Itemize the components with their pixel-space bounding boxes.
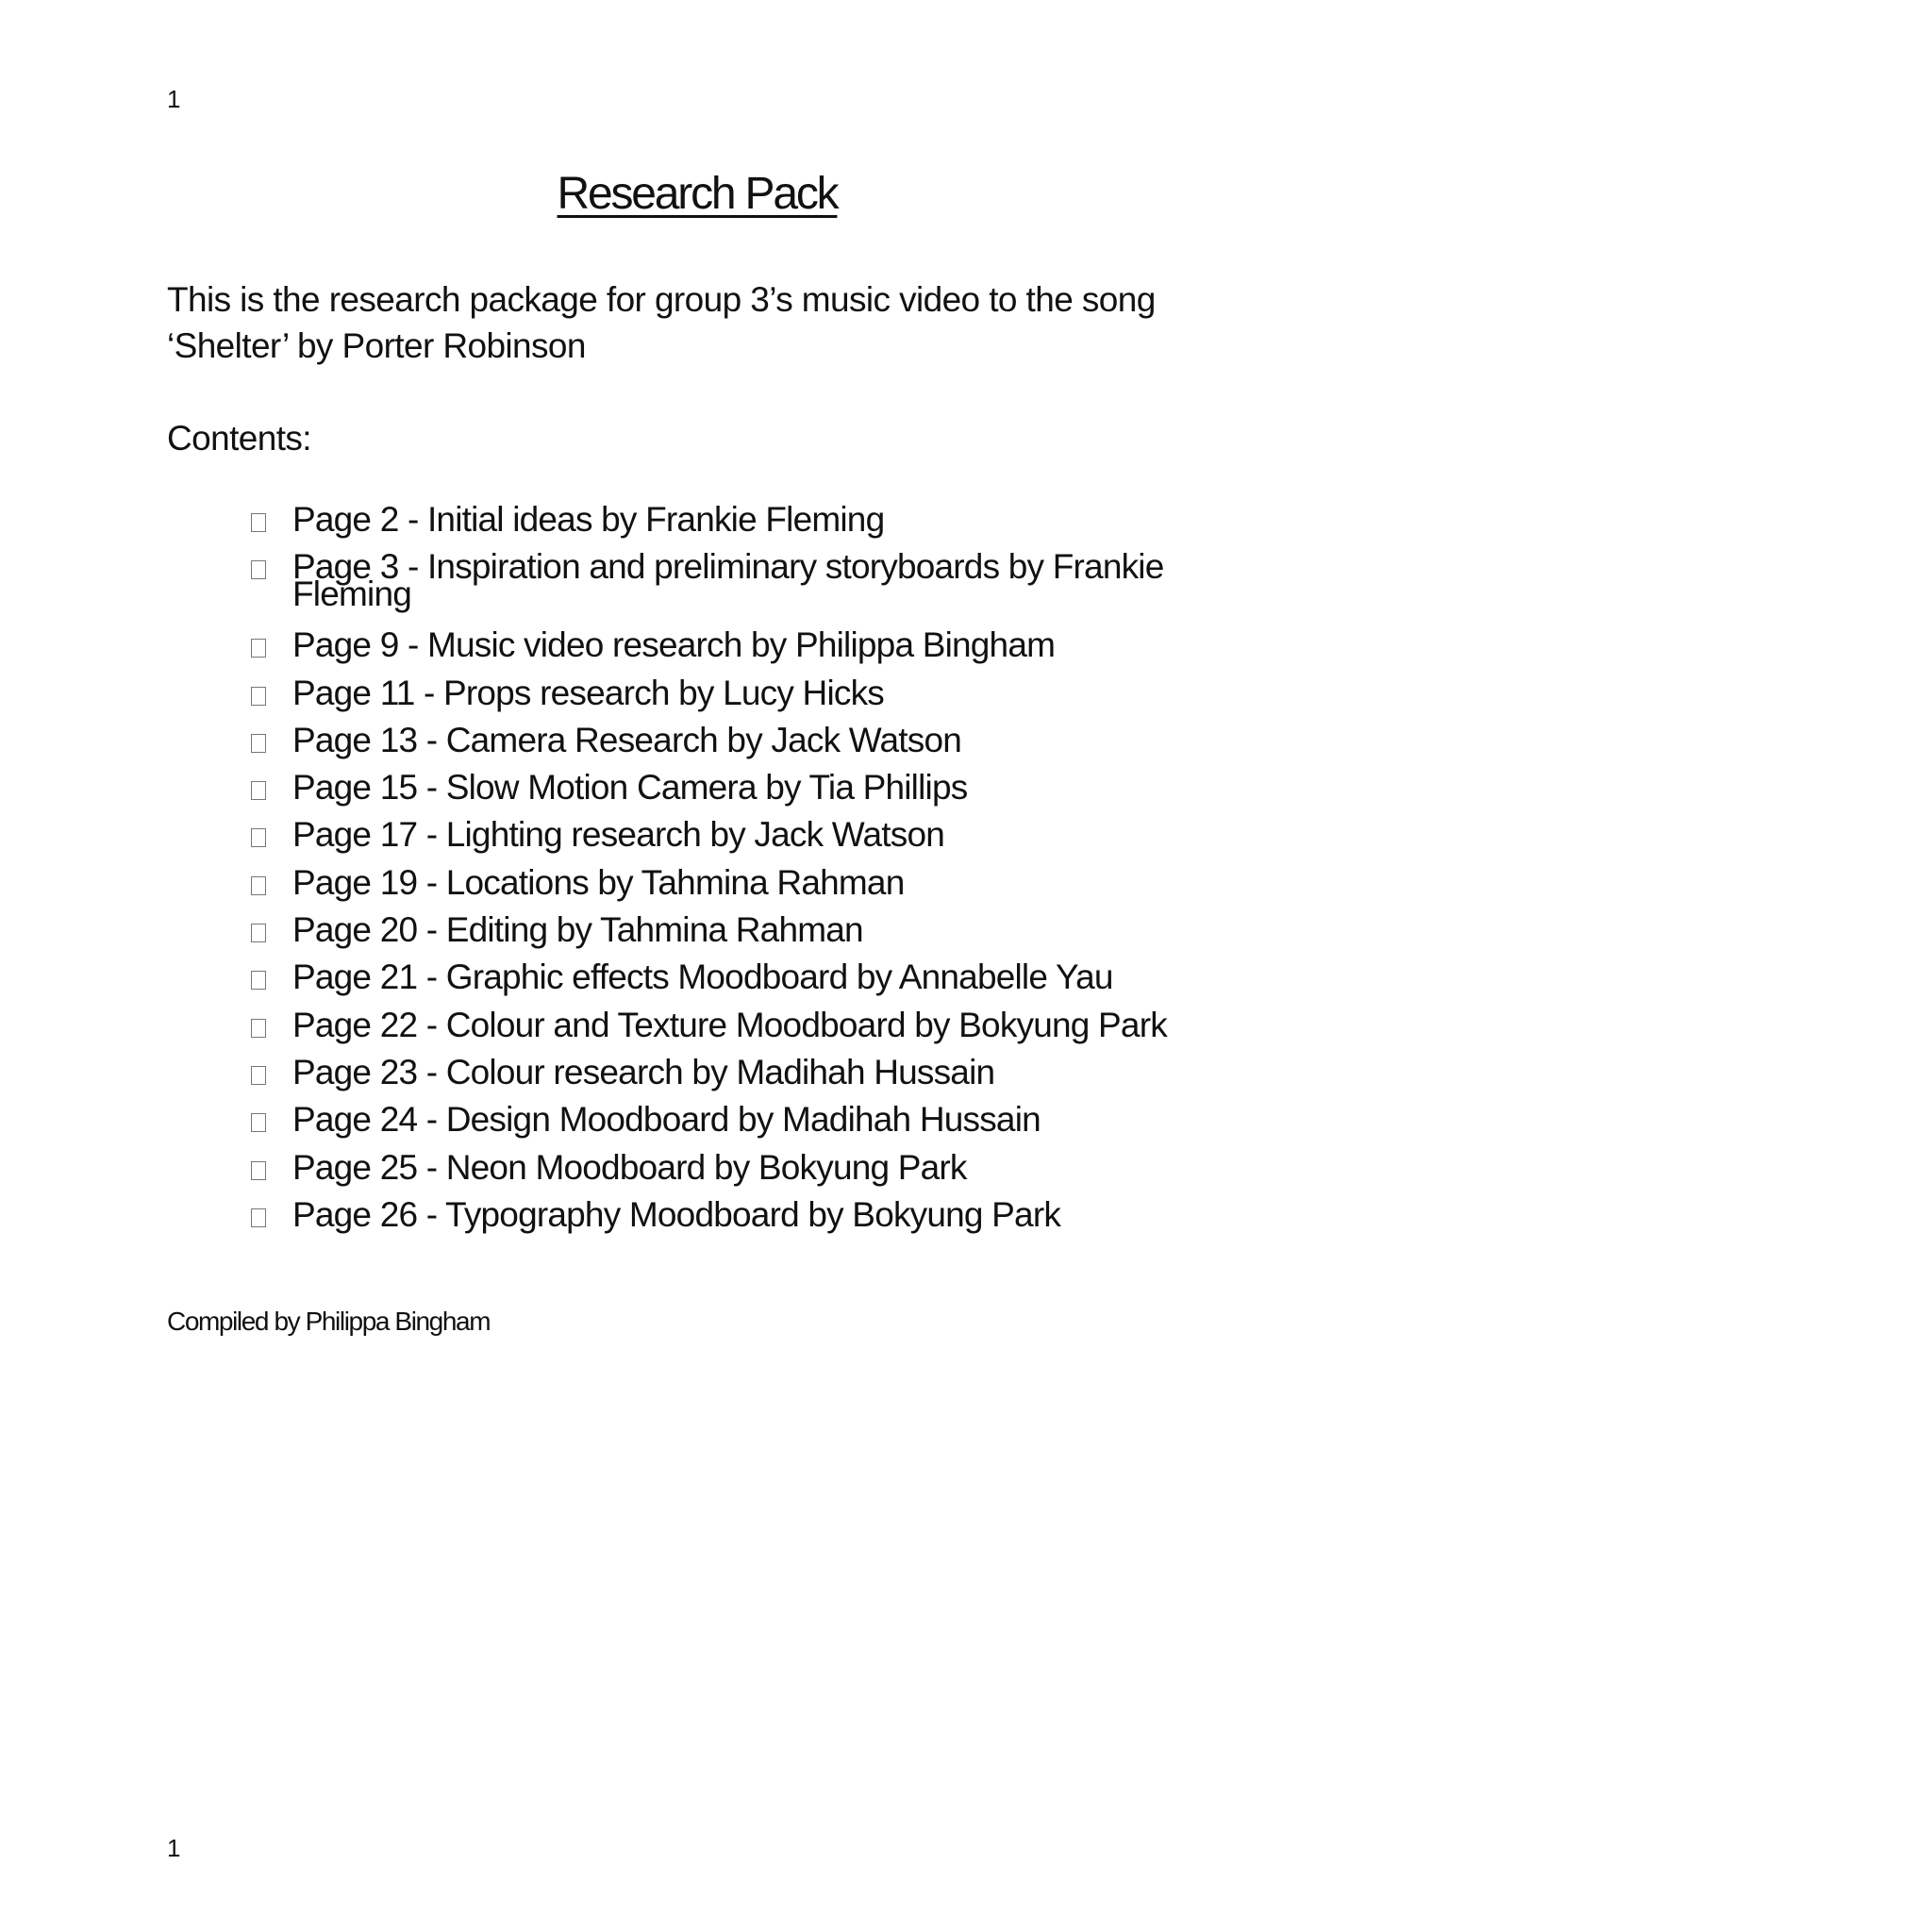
contents-item (247, 1052, 1238, 1091)
contents-item (247, 673, 1238, 712)
page-number-top: 1 (167, 85, 181, 113)
contents-item (247, 500, 1238, 539)
contents-item-text: Page 3 - Inspiration and preliminary storyboards by Frankie Fleming (292, 547, 1164, 614)
contents-item (247, 547, 1238, 614)
contents-item-text: Page 25 - Neon Moodboard by Bokyung Park (292, 1147, 967, 1187)
checkbox-bullet-icon (251, 781, 266, 800)
contents-item (247, 768, 1238, 808)
contents-item-text: Page 11 - Props research by Lucy Hicks (292, 673, 884, 712)
contents-item-text: Page 15 - Slow Motion Camera by Tia Phillips (292, 768, 968, 808)
contents-item (247, 958, 1238, 997)
checkbox-bullet-icon (251, 513, 266, 532)
checkbox-bullet-icon (251, 1066, 266, 1085)
checkbox-bullet-icon (251, 1208, 266, 1227)
contents-item-text: Page 23 - Colour research by Madihah Hussain (292, 1052, 995, 1091)
checkbox-bullet-icon (251, 924, 266, 942)
contents-item-text: Page 13 - Camera Research by Jack Watson (292, 720, 962, 759)
contents-item (247, 862, 1238, 902)
intro-line-1: This is the research package for group 3’s music video to the song (167, 280, 1156, 319)
checkbox-bullet-icon (251, 971, 266, 990)
contents-item (247, 720, 1238, 759)
contents-item (247, 1005, 1238, 1044)
checkbox-bullet-icon (251, 734, 266, 753)
checkbox-bullet-icon (251, 1161, 266, 1180)
contents-item-text: Page 17 - Lighting research by Jack Watson (292, 815, 945, 855)
contents-item-text: Page 26 - Typography Moodboard by Bokyung Park (292, 1194, 1061, 1234)
contents-item (247, 910, 1238, 950)
contents-item-text: Page 20 - Editing by Tahmina Rahman (292, 910, 863, 950)
contents-item-text: Page 21 - Graphic effects Moodboard by Annabelle Yau (292, 958, 1113, 997)
checkbox-bullet-icon (251, 828, 266, 847)
compiled-by-note: Compiled by Philippa Bingham (167, 1307, 491, 1336)
checkbox-bullet-icon (251, 876, 266, 895)
contents-item (247, 1147, 1238, 1187)
contents-heading: Contents: (167, 419, 311, 458)
contents-item-text: Page 22 - Colour and Texture Moodboard by Bokyung Park (292, 1005, 1167, 1044)
contents-item-text: Page 2 - Initial ideas by Frankie Fleming (292, 500, 885, 539)
checkbox-bullet-icon (251, 639, 266, 658)
page-number-bottom: 1 (167, 1834, 181, 1862)
document-title: Research Pack (557, 169, 838, 219)
contents-item (247, 1194, 1238, 1234)
checkbox-bullet-icon (251, 687, 266, 706)
contents-item-text: Page 24 - Design Moodboard by Madihah Hussain (292, 1100, 1041, 1140)
contents-list (247, 500, 1238, 1248)
contents-item-text: Page 19 - Locations by Tahmina Rahman (292, 862, 905, 902)
checkbox-bullet-icon (251, 560, 266, 579)
contents-item (247, 815, 1238, 855)
intro-paragraph (167, 276, 1233, 369)
contents-item (247, 1100, 1238, 1140)
contents-item-text: Page 9 - Music video research by Philippa Bingham (292, 625, 1056, 665)
checkbox-bullet-icon (251, 1113, 266, 1132)
contents-item (247, 625, 1238, 665)
intro-line-2: ‘Shelter’ by Porter Robinson (167, 326, 586, 365)
checkbox-bullet-icon (251, 1019, 266, 1038)
